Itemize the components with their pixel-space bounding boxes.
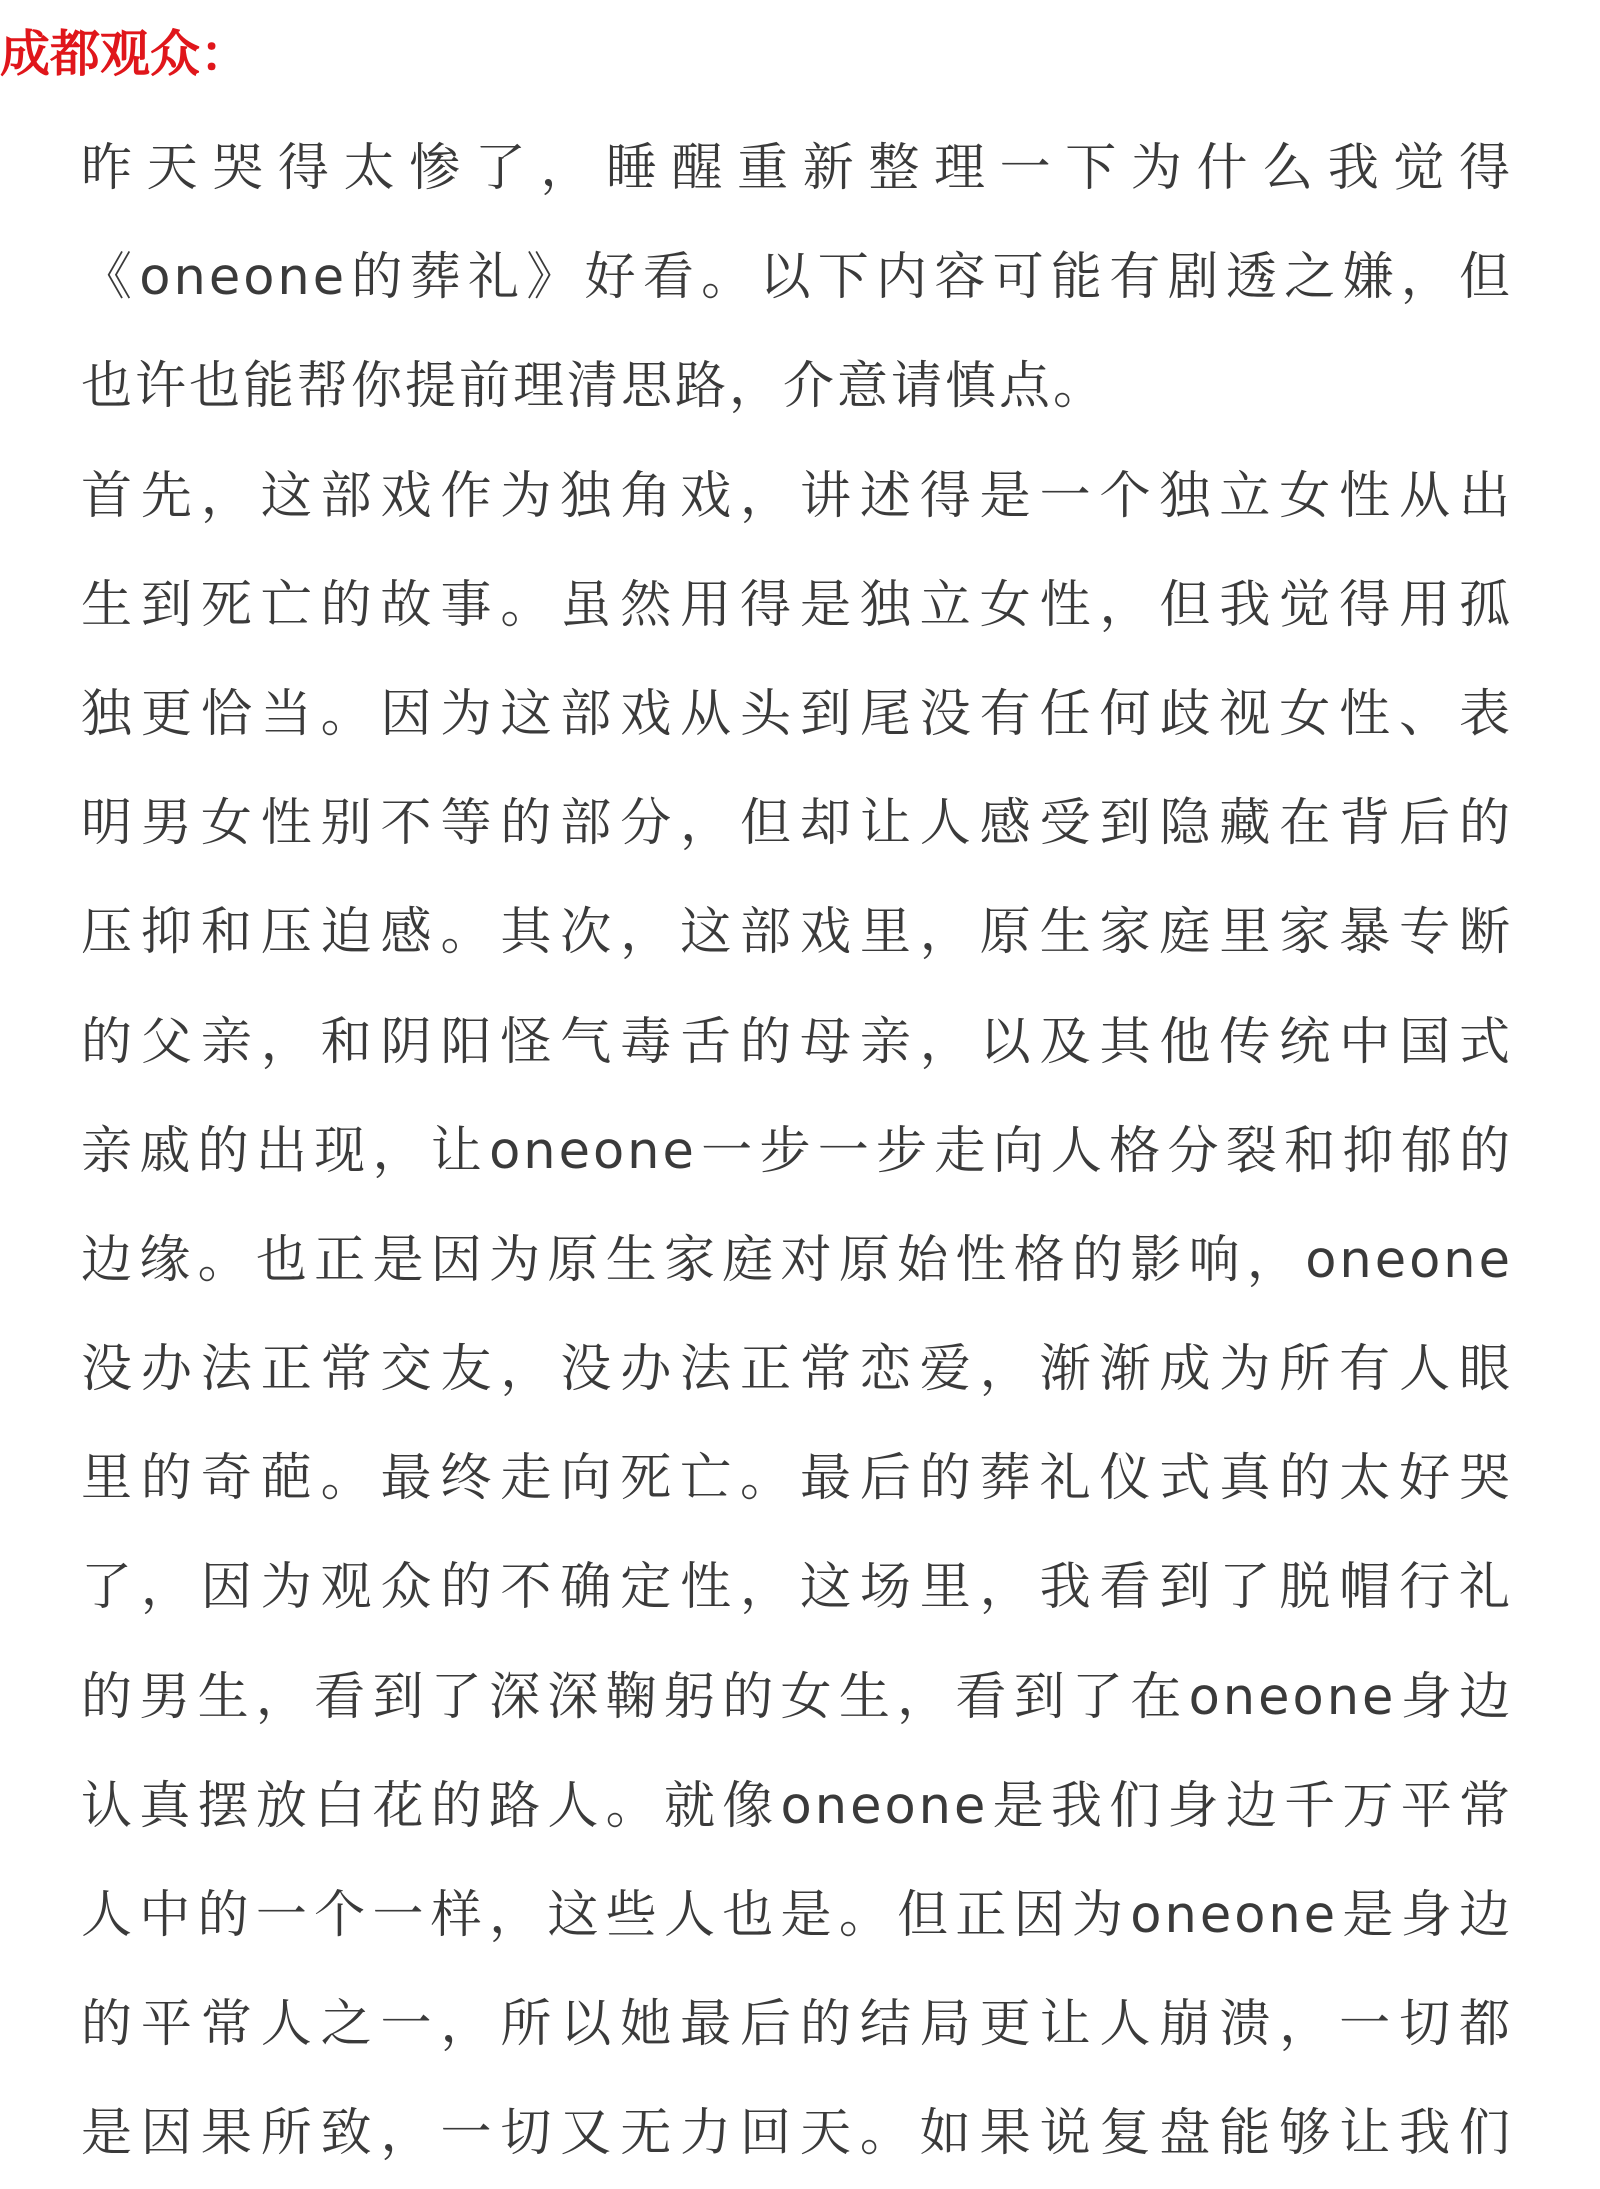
text-line: 的平常人之一，所以她最后的结局更让人崩溃，一切都 <box>81 1995 1513 2055</box>
text-line: 人中的一个一样，这些人也是。但正因为oneone是身边 <box>81 1886 1513 1945</box>
text-line: 没办法正常交友，没办法正常恋爱，渐渐成为所有人眼 <box>81 1340 1513 1400</box>
text-line: 的父亲，和阴阳怪气毒舌的母亲，以及其他传统中国式 <box>81 1012 1513 1072</box>
paragraph-intro <box>81 114 1513 442</box>
paragraph-main <box>81 442 1513 2189</box>
article-body <box>81 114 1513 2189</box>
text-line: 认真摆放白花的路人。就像oneone是我们身边千万平常 <box>81 1776 1513 1836</box>
text-line: 独更恰当。因为这部戏从头到尾没有任何歧视女性、表 <box>81 684 1513 744</box>
text-line: 明男女性别不等的部分，但却让人感受到隐藏在背后的 <box>81 794 1513 854</box>
section-heading: 成都观众： <box>0 25 250 83</box>
text-line: 《oneone的葬礼》好看。以下内容可能有剧透之嫌，但 <box>81 248 1513 308</box>
text-line: 是因果所致，一切又无力回天。如果说复盘能够让我们 <box>81 2104 1513 2164</box>
text-line: 里的奇葩。最终走向死亡。最后的葬礼仪式真的太好哭 <box>81 1449 1513 1509</box>
text-line: 生到死亡的故事。虽然用得是独立女性，但我觉得用孤 <box>81 575 1513 635</box>
text-line: 边缘。也正是因为原生家庭对原始性格的影响，oneone <box>81 1230 1513 1290</box>
text-line: 昨天哭得太惨了，睡醒重新整理一下为什么我觉得 <box>81 139 1513 198</box>
text-line: 也许也能帮你提前理清思路，介意请慎点。 <box>81 357 1108 417</box>
text-line: 亲戚的出现，让oneone一步一步走向人格分裂和抑郁的 <box>81 1121 1513 1181</box>
text-line: 了，因为观众的不确定性，这场里，我看到了脱帽行礼 <box>81 1558 1513 1618</box>
text-line: 首先，这部戏作为独角戏，讲述得是一个独立女性从出 <box>81 466 1513 526</box>
text-line: 的男生，看到了深深鞠躬的女生，看到了在oneone身边 <box>81 1667 1513 1727</box>
text-line: 压抑和压迫感。其次，这部戏里，原生家庭里家暴专断 <box>81 903 1513 963</box>
